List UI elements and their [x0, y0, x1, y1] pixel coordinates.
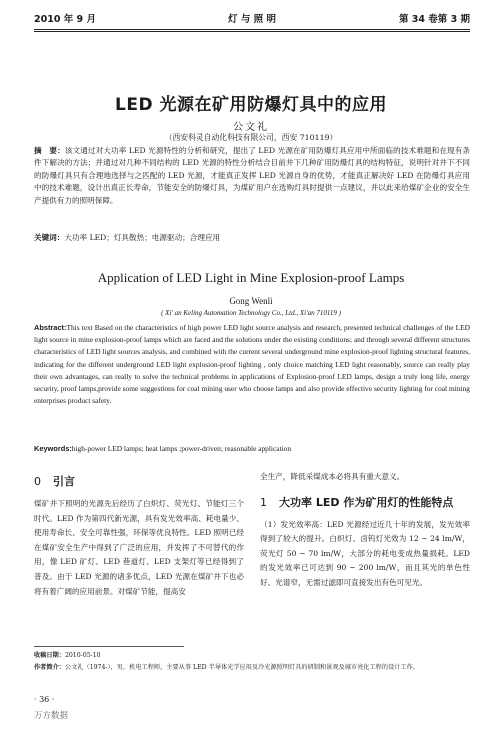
- author-en: Gong Wenli: [229, 296, 273, 306]
- keywords-en: [34, 443, 470, 455]
- keywords-cn: [34, 232, 470, 244]
- author-cn: 公文礼: [233, 122, 269, 133]
- section-0-body: 煤矿井下照明的光源先后经历了白炽灯、荧光灯、节能灯三个时代。LED 作为第四代新光源，具有发光效率高、耗电量少、使用寿命长、安全可靠性强，环保等优良特性。LED 照明已经在煤矿安全生产中得到了广泛的应用，并发挥了不可替代的作用，像 LED 矿灯、LED 巷道灯、LED 支架灯等已经得到了普及。由于 LED 光源的诸多优点，LED 光源在煤矿井下也必将有着广阔的应用前景。对煤矿节能，提高安: [34, 499, 244, 596]
- section-1-heading: [260, 495, 470, 510]
- keywords-en-text: high-power LED lamps; heat lamps ;power-driven; reasonable application: [71, 444, 292, 453]
- paper-title-cn: LED 光源在矿用防爆灯具中的应用: [115, 95, 387, 115]
- section-1-title: 大功率 LED 作为矿用灯的性能特点: [279, 495, 454, 509]
- header-rule-top: [34, 29, 470, 30]
- affiliation-cn: （西安科灵自动化科技有限公司，西安 710119）: [164, 133, 338, 142]
- watermark: 万方数据: [34, 711, 69, 721]
- section-1-body: （1）发光效率高：LED 光源经过近几十年的发展，发光效率得到了较大的提升。白炽灯、卤钨灯光效为 12 ~ 24 lm/W，荧光灯 50 ~ 70 lm/W，大部分的耗电变成热量损耗。LED 的发光效率已可达到 90 ~ 200 lm/W，而且其光的单色性好、光谱窄，无需过滤即可直接发出有色可见光。: [260, 519, 470, 587]
- received-label: 收稿日期：: [34, 652, 65, 659]
- keywords-en-label: Keywords:: [34, 444, 72, 453]
- received-date: [34, 650, 470, 662]
- page-number: · 36 ·: [34, 695, 55, 704]
- right-column: [260, 466, 470, 591]
- abstract-en-text: This text Based on the characteristics of high power LED light source analysis and research, presented technical challenges of the LED light source in mine explosion-proof lamps which are faced and the solutions under the existing conditions; and through several different structures characteristics of LED light sources analysis, and combined with the current several underground mine explosion-proof lighting structural features, indicating for the different underground LED light explosion-proof lighting , only choice matching LED light reasonably, source can really play their own advantages, can really to solve the technical problems in applications of Explosion-proof LED lamps, design a truly long life, energy security, proof lamps,provide some suggestions for coal mining user who choose lamps and also provide effective security lighting for coal mining enterprises product safety.: [34, 323, 470, 406]
- header-volume: 第 34 卷第 3 期: [398, 14, 470, 25]
- section-1-number: 1: [260, 495, 267, 509]
- section-0-heading: [34, 474, 244, 489]
- keywords-cn-label: 关键词：: [34, 233, 65, 242]
- author-bio: [34, 662, 470, 674]
- abstract-cn: [34, 145, 470, 207]
- footnote-rule: [34, 646, 184, 647]
- section-0-number: 0: [34, 475, 41, 488]
- left-column: [34, 466, 244, 599]
- section-0-title: 引言: [53, 475, 75, 488]
- paper-title-en: Application of LED Light in Mine Explosion-proof Lamps: [97, 270, 405, 285]
- abstract-cn-label: 摘 要：: [34, 146, 65, 155]
- abstract-cn-text: 该文通过对大功率 LED 光源特性的分析和研究，提出了 LED 光源在矿用防爆灯具应用中所面临的技术难题和在现有条件下解决的方法；并通过对几种不同结构的 LED 光源的特性分析结合目前井下几种矿用防爆灯具的结构特征，说明针对井下不同的防爆灯具只有合理地选择与之匹配的 LED 光源，才能真正发挥 LED 光源自身的优势，才能真正解决好 LED 在防爆灯具应用中的技术难题，设计出真正长寿命，节能安全的防爆灯具，为煤矿用户在选购灯具时提供一点建议，并以此来给煤矿企业的安全生产提供有力的照明保障。: [34, 146, 471, 205]
- header-rule-bottom: [34, 31, 470, 32]
- abstract-en-label: Abstract:: [34, 323, 67, 332]
- affiliation-en: ( Xi' an Keling Automation Technology Co., Ltd., Xi'an 710119 ): [161, 309, 341, 317]
- header-date: 2010 年 9 月: [34, 14, 96, 25]
- header-journal: 灯 与 照 明: [228, 14, 276, 25]
- right-column-intro: 全生产，降低采煤成本必将具有重大意义。: [260, 472, 405, 481]
- bio-label: 作者简介：: [34, 663, 65, 671]
- keywords-cn-text: 大功率 LED；灯具散热；电源驱动；合理应用: [64, 233, 221, 242]
- received-value: 2010-05-10: [64, 652, 101, 659]
- bio-text: 公文礼（1974-），男，机电工程师，主要从事 LED 半导体光学应用及冷光源照明灯具的研制和景观及城市亮化工程的设计工作。: [64, 663, 419, 671]
- footnote: [34, 650, 470, 673]
- running-header: [34, 8, 470, 26]
- abstract-en: [34, 322, 470, 407]
